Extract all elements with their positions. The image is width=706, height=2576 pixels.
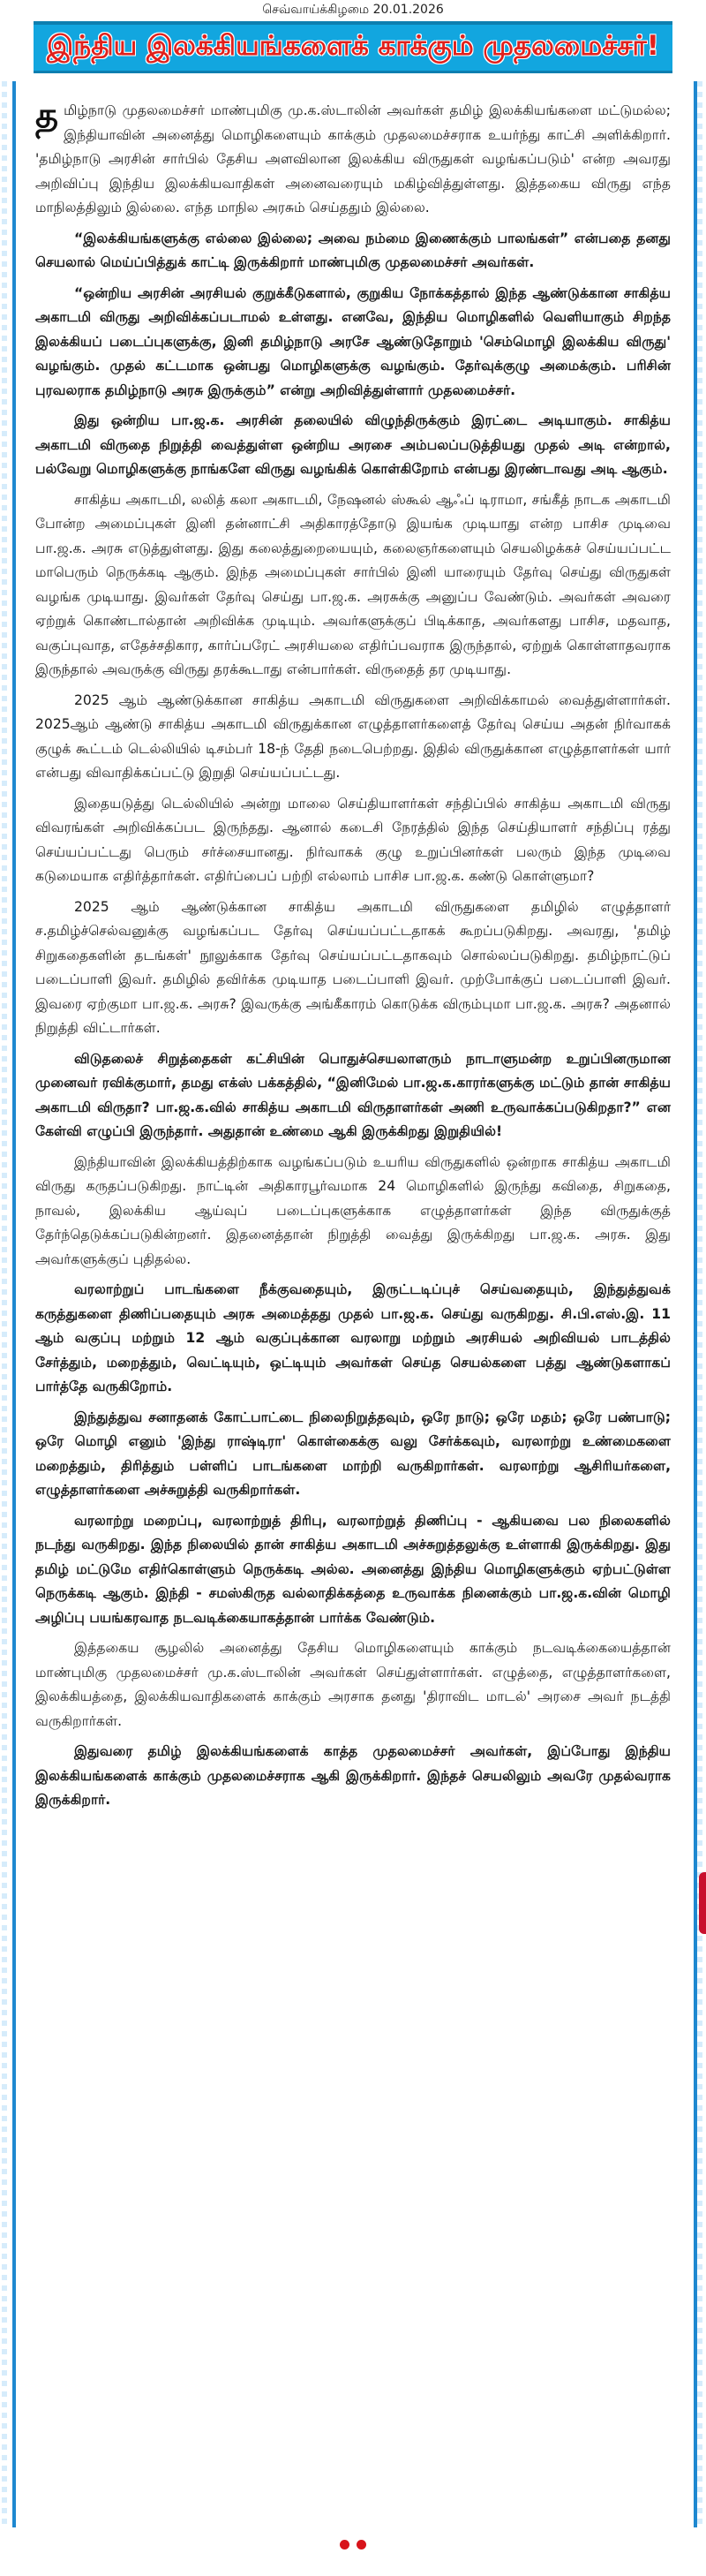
red-dot-icon (340, 2540, 349, 2550)
paragraph-1 (35, 95, 671, 221)
paragraph-13: வரலாற்று மறைப்பு, வரலாற்றுத் திரிபு, வரலாற்றுத் திணிப்பு - ஆகியவை பல நிலைகளில் நடந்து வருகிறது. இந்த நிலையில் தான் சாகித்ய அகாடமி அச்சுறுத்தலுக்கு உள்ளாகி இருக்கிறது. இது தமிழ் மட்டுமே எதிர்கொள்ளும் நெருக்கடி அல்ல. அனைத்து இந்திய மொழிகளுக்கும் ஏற்பட்டுள்ள நெருக்கடி ஆகும். இந்தி - சமஸ்கிருத வல்லாதிக்கத்தை உருவாக்க நினைக்கும் பா.ஜ.க.வின் மொழி அழிப்பு பயங்கரவாத நடவடிக்கையாகத்தான் பார்க்க வேண்டும். (35, 1512, 671, 1626)
paragraph-6: 2025 ஆம் ஆண்டுக்கான சாகித்ய அகாடமி விருதுகளை அறிவிக்காமல் வைத்துள்ளார்கள். 2025ஆம் ஆண்டு சாகித்ய அகாடமி விருதுக்கான எழுத்தாளர்களைத் தேர்வு செய்ய அதன் நிர்வாகக் குழுக் கூட்டம் டெல்லியில் டிசம்பர் 18-ந் தேதி நடைபெற்றது. இதில் விருதுக்கான எழுத்தாளர்கள் யார் என்பது விவாதிக்கப்பட்டு இறுதி செய்யப்பட்டது. (35, 691, 671, 781)
paragraph-8: 2025 ஆம் ஆண்டுக்கான சாகித்ய அகாடமி விருதுகளை தமிழில் எழுத்தாளர் ச.தமிழ்ச்செல்வனுக்கு வழங்கப்பட தேர்வு செய்யப்பட்டதாகக் கூறப்படுகிறது. அவரது, 'தமிழ் சிறுகதைகளின் தடங்கள்' நூலுக்காக தேர்வு செய்யப்பட்டதாகவும் சொல்லப்படுகிறது. தமிழ்நாட்டுப் படைப்பாளி இவர். தமிழில் தவிர்க்க முடியாத படைப்பாளி இவர். முற்போக்குப் படைப்பாளி இவர். இவரை ஏற்குமா பா.ஜ.க. அரசு? இவருக்கு அங்கீகாரம் கொடுக்க விரும்புமா பா.ஜ.க. அரசு? அதனால் நிறுத்தி விட்டார்கள். (35, 898, 671, 1036)
red-dot-icon (357, 2540, 366, 2550)
dropcap: த (35, 95, 59, 136)
paragraph-3: “ஒன்றிய அரசின் அரசியல் குறுக்கீடுகளால், குறுகிய நோக்கத்தால் இந்த ஆண்டுக்கான சாகித்ய அகாடமி விருது அறிவிக்கப்படாமல் உள்ளது. எனவே, இந்திய மொழிகளில் வெளியாகும் சிறந்த இலக்கியப் படைப்புகளுக்கு, இனி தமிழ்நாடு அரசே ஆண்டுதோறும் 'செம்மொழி இலக்கிய விருது' வழங்கும். முதல் கட்டமாக ஒன்பது மொழிகளுக்கு வழங்கும். தேர்வுக்குழு அமைக்கும். பரிசின் புரவலராக தமிழ்நாடு அரசு இருக்கும்” என்று அறிவித்துள்ளார் முதலமைச்சர். (35, 284, 671, 398)
paragraph-12: இந்துத்துவ சனாதனக் கோட்பாட்டை நிலைநிறுத்தவும், ஒரே நாடு; ஒரே மதம்; ஒரே பண்பாடு; ஒரே மொழி எனும் 'இந்து ராஷ்டிரா' கொள்கைக்கு வலு சேர்க்கவும், வரலாற்று உண்மைகளை மறைத்தும், திரித்தும் பள்ளிப் பாடங்களை மாற்றி வருகிறார்கள். வரலாற்று ஆசிரியர்களை, எழுத்தாளர்களை அச்சுறுத்தி வருகிறார்கள். (35, 1409, 671, 1498)
paragraph-1-text: மிழ்நாடு முதலமைச்சர் மாண்புமிகு மு.க.ஸ்டாலின் அவர்கள் தமிழ் இலக்கியங்களை மட்டுமல்ல; இந்தியாவின் அனைத்து மொழிகளையும் காக்கும் முதலமைச்சராக உயர்ந்து காட்சி அளிக்கிறார். 'தமிழ்நாடு அரசின் சார்பில் தேசிய அளவிலான இலக்கிய விருதுகள் வழங்கப்படும்' என்ற அவரது அறிவிப்பு இந்திய இலக்கியவாதிகள் அனைவரையும் மகிழ்வித்துள்ளது. இத்தகைய விருது எந்த மாநிலத்திலும் இல்லை. எந்த மாநில அரசும் செய்ததும் இல்லை. (35, 102, 671, 215)
paragraph-5: சாகித்ய அகாடமி, லலித் கலா அகாடமி, நேஷனல் ஸ்கூல் ஆஃப் டிராமா, சங்கீத் நாடக அகாடமி போன்ற அமைப்புகள் இனி தன்னாட்சி அதிகாரத்தோடு இயங்க முடியாது என்ற பாசிச முடிவை பா.ஜ.க. அரசு எடுத்துள்ளது. இது கலைத்துறையையும், கலைஞர்களையும் செயலிழக்கச் செய்யப்பட்ட மாபெரும் நெருக்கடி ஆகும். இந்த அமைப்புகள் சார்பில் இனி யாரையும் தேர்வு செய்து விருதுகள் வழங்க முடியாது. இவர்கள் தேர்வு செய்து பா.ஜ.க. அரசுக்கு அனுப்ப வேண்டும். அவர்கள் அவரை ஏற்றுக் கொண்டால்தான் அறிவிக்க முடியும். அவர்களுக்குப் பிடிக்காத, அவர்களது பாசிச, மதவாத, வகுப்புவாத, எதேச்சதிகார, கார்ப்பரேட் அரசியலை எதிர்ப்பவராக இருந்தால், ஏற்றுக் கொள்ளாதவராக இருந்தால் அவருக்கு விருது தரக்கூடாது என்பார்கள். விருதைத் தர முடியாது. (35, 491, 671, 677)
paragraph-9: விடுதலைச் சிறுத்தைகள் கட்சியின் பொதுச்செயலாளரும் நாடாளுமன்ற உறுப்பினருமான முனைவர் ரவிக்குமார், தமது எக்ஸ் பக்கத்தில், “இனிமேல் பா.ஜ.க.காரர்களுக்கு மட்டும் தான் சாகித்ய அகாடமி விருதா? பா.ஜ.க.வில் சாகித்ய அகாடமி விருதாளர்கள் அணி உருவாக்கப்படுகிறதா?” என கேள்வி எழுப்பி இருந்தார். அதுதான் உண்மை ஆகி இருக்கிறது இறுதியில்! (35, 1050, 671, 1139)
dateline: செவ்வாய்க்கிழமை 20.01.2026 (262, 3, 444, 17)
paragraph-11: வரலாற்றுப் பாடங்களை நீக்குவதையும், இருட்டடிப்புச் செய்வதையும், இந்துத்துவக் கருத்துகளை திணிப்பதையும் அரசு அமைத்தது முதல் பா.ஜ.க. செய்து வருகிறது. சி.பி.எஸ்.இ. 11 ஆம் வகுப்பு மற்றும் 12 ஆம் வகுப்புக்கான வரலாறு மற்றும் அரசியல் அறிவியல் பாடத்தில் சேர்த்தும், மறைத்தும், வெட்டியும், ஒட்டியும் அவர்கள் செய்த செயல்களை பத்து ஆண்டுகளாகப் பார்த்தே வருகிறோம். (35, 1281, 671, 1394)
paragraph-4: இது ஒன்றிய பா.ஜ.க. அரசின் தலையில் விழுந்திருக்கும் இரட்டை அடியாகும். சாகித்ய அகாடமி விருதை நிறுத்தி வைத்துள்ள ஒன்றிய அரசை அம்பலப்படுத்தியது முதல் அடி என்றால், பல்வேறு மொழிகளுக்கு நாங்களே விருது வழங்கிக் கொள்கிறோம் என்பது இரண்டாவது அடி ஆகும். (35, 412, 671, 477)
end-marker-dots (335, 2540, 371, 2552)
left-border-decoration (2, 81, 7, 2527)
paragraph-15: இதுவரை தமிழ் இலக்கியங்களைக் காத்த முதலமைச்சர் அவர்கள், இப்போது இந்திய இலக்கியங்களைக் காக்கும் முதலமைச்சராக ஆகி இருக்கிறார். இந்தச் செயலிலும் அவரே முதல்வராக இருக்கிறார். (35, 1743, 671, 1808)
headline-title: இந்திய இலக்கியங்களைக் காக்கும் முதலமைச்சர்! (47, 30, 659, 62)
side-tab-marker (699, 1872, 706, 1934)
right-border-decoration (697, 81, 702, 2527)
paragraph-10: இந்தியாவின் இலக்கியத்திற்காக வழங்கப்படும் உயரிய விருதுகளில் ஒன்றாக சாகித்ய அகாடமி விருது கருதப்படுகிறது. நாட்டின் அதிகாரபூர்வமாக 24 மொழிகளில் இருந்து கவிதை, சிறுகதை, நாவல், இலக்கிய ஆய்வுப் படைப்புகளுக்காக எழுத்தாளர்கள் இந்த விருதுக்குத் தேர்ந்தெடுக்கப்படுகின்றனர். இதனைத்தான் நிறுத்தி வைத்து இருக்கிறது பா.ஜ.க. அரசு. இது அவர்களுக்குப் புதிதல்ல. (35, 1153, 671, 1267)
headline-banner (34, 21, 672, 73)
paragraph-14: இத்தகைய சூழலில் அனைத்து தேசிய மொழிகளையும் காக்கும் நடவடிக்கையைத்தான் மாண்புமிகு முதலமைச்சர் மு.க.ஸ்டாலின் அவர்கள் செய்துள்ளார்கள். எழுத்தை, எழுத்தாளர்களை, இலக்கியத்தை, இலக்கியவாதிகளைக் காக்கும் அரசாக தனது 'திராவிட மாடல்' அரசை அவர் நடத்தி வருகிறார்கள். (35, 1640, 671, 1729)
paragraph-7: இதையடுத்து டெல்லியில் அன்று மாலை செய்தியாளர்கள் சந்திப்பில் சாகித்ய அகாடமி விருது விவரங்கள் அறிவிக்கப்பட இருந்தது. ஆனால் கடைசி நேரத்தில் இந்த செய்தியாளர் சந்திப்பு ரத்து செய்யப்பட்டது பெரும் சர்ச்சையானது. நிர்வாகக் குழு உறுப்பினர்கள் பலரும் இந்த முடிவை கடுமையாக எதிர்த்தார்கள். எதிர்ப்பைப் பற்றி எல்லாம் பாசிச பா.ஜ.க. கண்டு கொள்ளுமா? (35, 795, 671, 884)
paragraph-2: “இலக்கியங்களுக்கு எல்லை இல்லை; அவை நம்மை இணைக்கும் பாலங்கள்” என்பதை தனது செயலால் மெய்ப்பித்துக் காட்டி இருக்கிறார் மாண்புமிகு முதலமைச்சர் அவர்கள். (35, 230, 671, 270)
article-body (35, 95, 671, 1819)
